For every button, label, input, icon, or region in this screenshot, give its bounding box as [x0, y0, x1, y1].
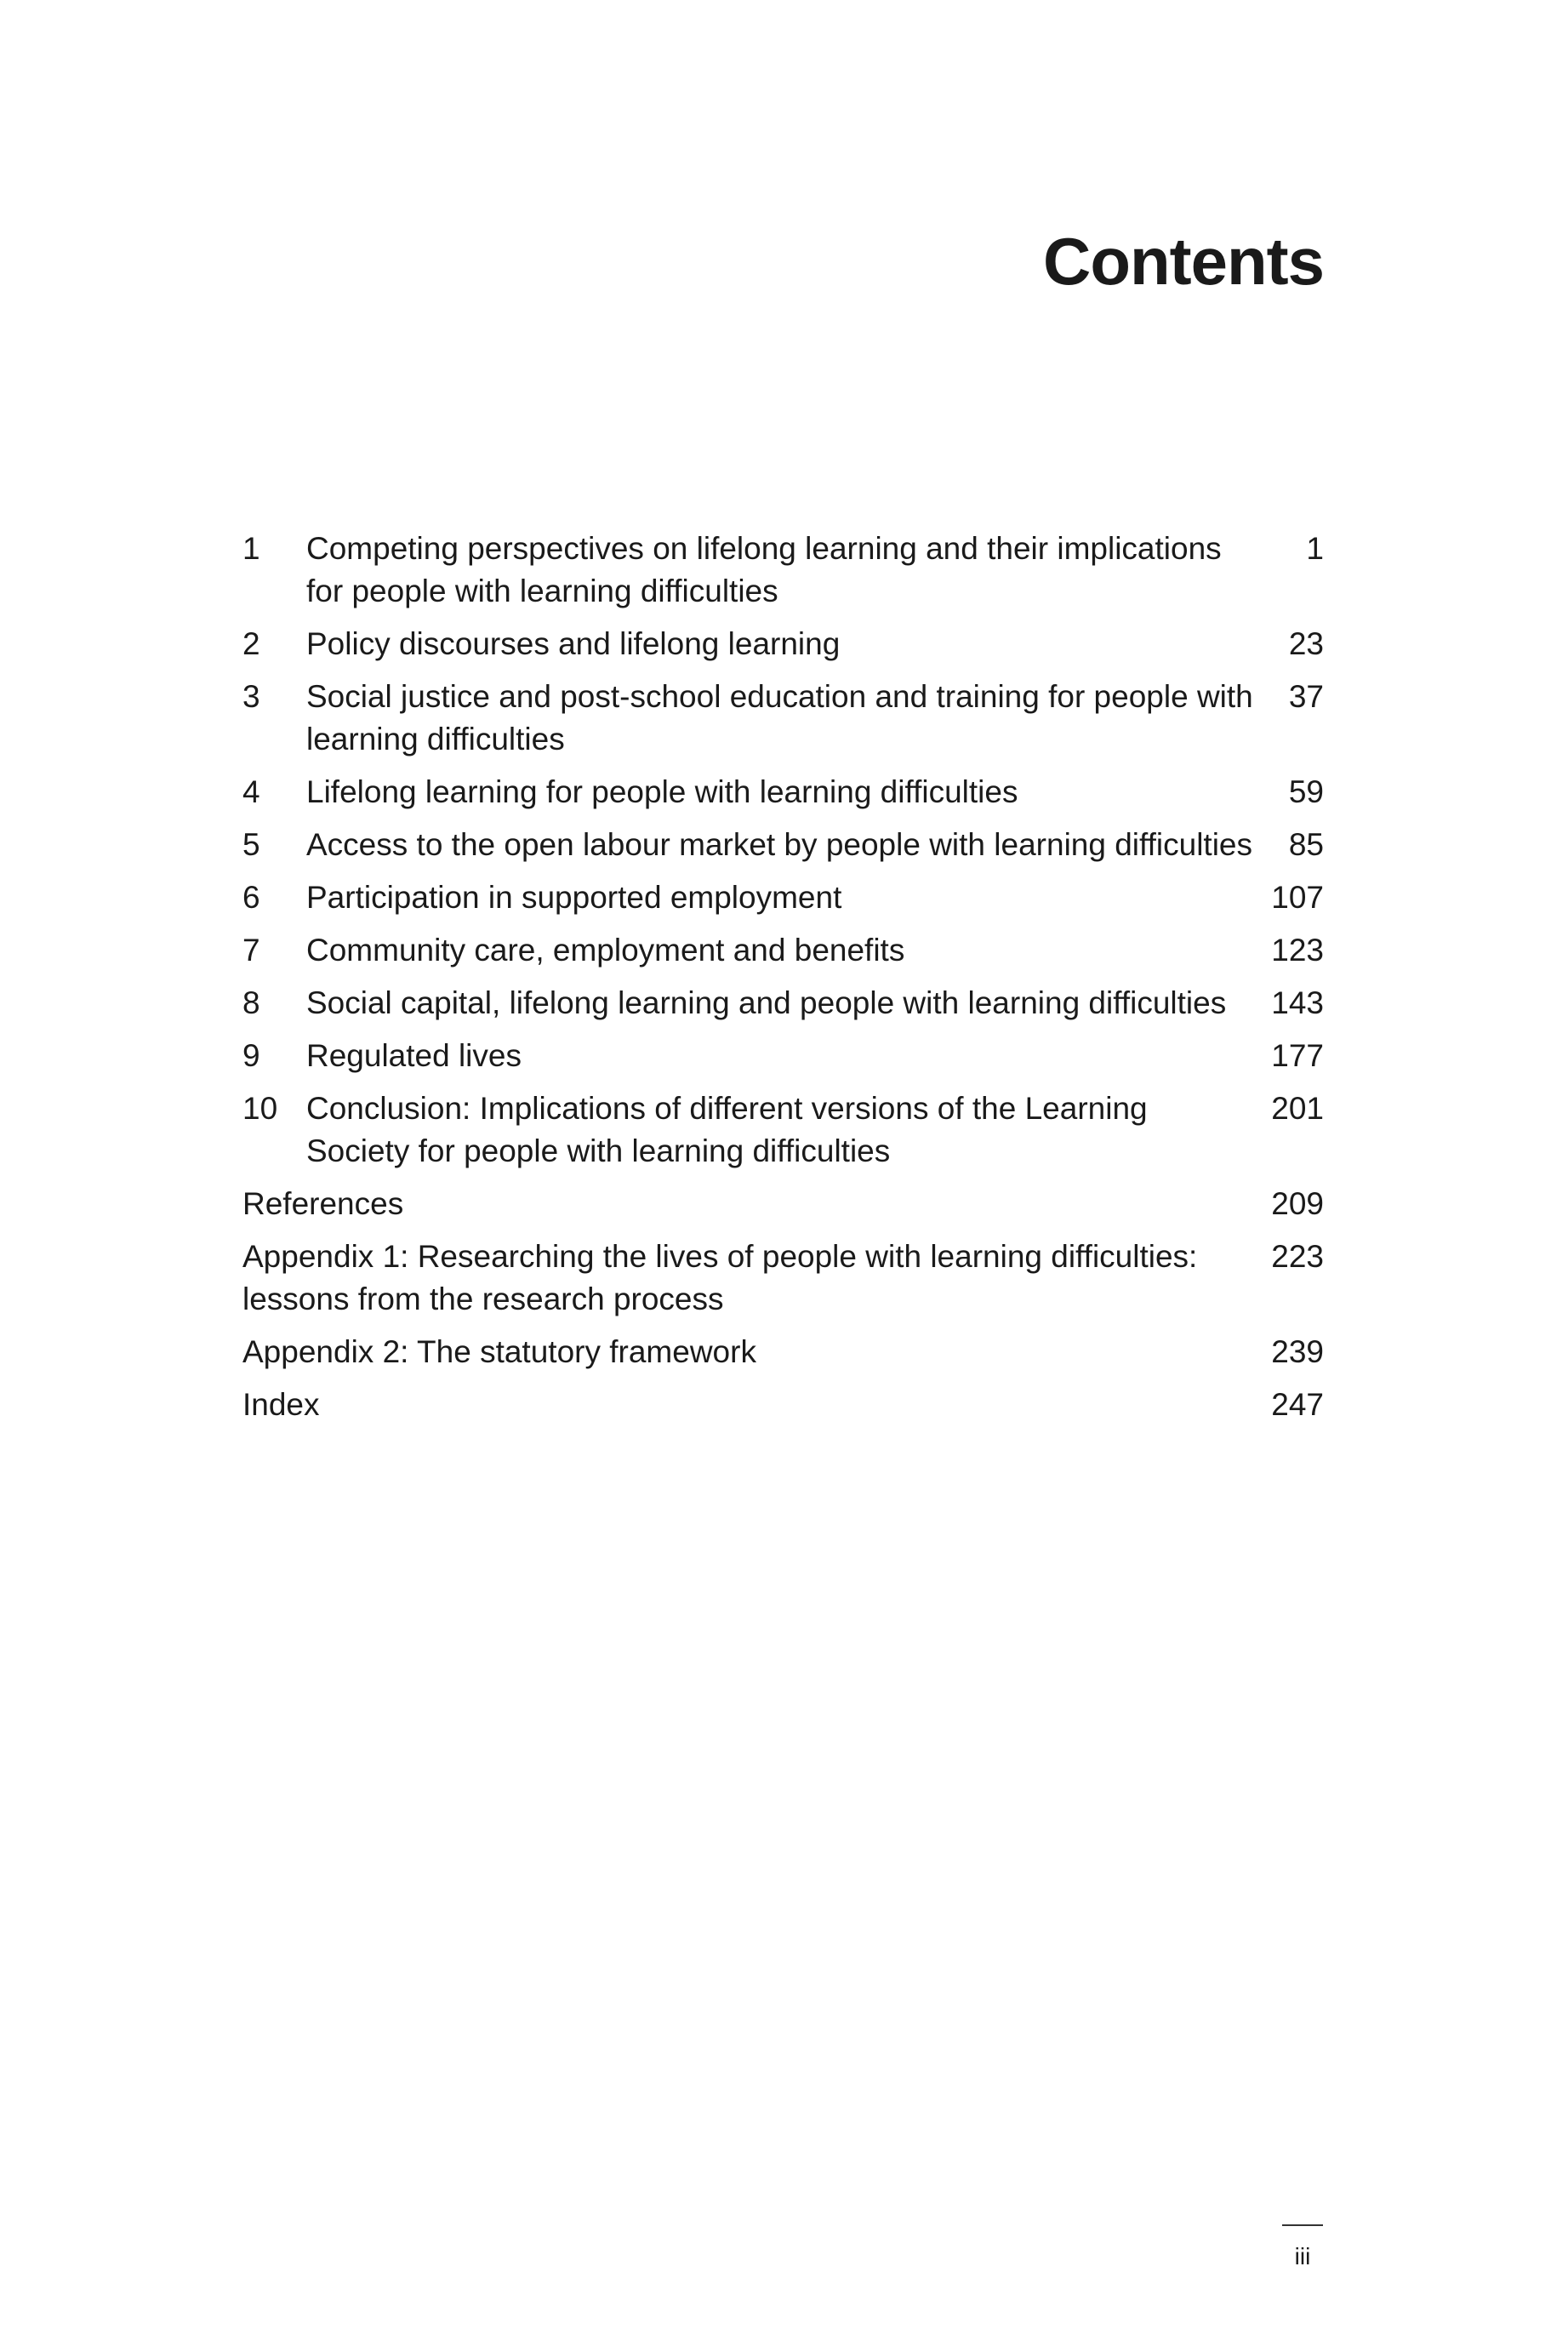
toc-entry-chapter-7[interactable]: [242, 929, 1324, 972]
page-title: Contents: [1043, 224, 1324, 299]
page-number: 209: [1271, 1186, 1324, 1221]
toc-entry-index[interactable]: [242, 1384, 1324, 1426]
chapter-number: 7: [242, 933, 260, 968]
chapter-title: Social justice and post-school education and training for people with learning difficulties: [306, 679, 1253, 756]
chapter-title: Competing perspectives on lifelong learning and their implications for people with learning difficulties: [306, 531, 1222, 608]
toc-entry-appendix-1[interactable]: [242, 1236, 1324, 1321]
chapter-number: 2: [242, 626, 260, 661]
toc-entry-chapter-9[interactable]: [242, 1035, 1324, 1077]
toc-entry-references[interactable]: [242, 1183, 1324, 1225]
page-number: 223: [1271, 1239, 1324, 1274]
toc-entry-chapter-10[interactable]: [242, 1088, 1324, 1173]
chapter-number: 9: [242, 1038, 260, 1073]
chapter-number: 6: [242, 880, 260, 915]
chapter-number: 8: [242, 985, 260, 1020]
chapter-title: Regulated lives: [306, 1038, 522, 1073]
chapter-number: 1: [242, 531, 260, 566]
page-number: 1: [1306, 531, 1324, 566]
toc-entry-chapter-6[interactable]: [242, 876, 1324, 919]
page-number: 201: [1271, 1091, 1324, 1126]
chapter-number: 10: [242, 1091, 278, 1126]
chapter-title: Participation in supported employment: [306, 880, 842, 915]
toc-entry-chapter-3[interactable]: [242, 676, 1324, 761]
chapter-title: Social capital, lifelong learning and people with learning difficulties: [306, 985, 1227, 1020]
chapter-number: 4: [242, 774, 260, 809]
chapter-title: Conclusion: Implications of different versions of the Learning Society for people with learning difficulties: [306, 1091, 1148, 1168]
entry-title: Index: [242, 1387, 320, 1422]
entry-title: References: [242, 1186, 404, 1221]
toc-entry-chapter-2[interactable]: [242, 623, 1324, 665]
entry-title: Appendix 2: The statutory framework: [242, 1334, 756, 1369]
page-number: 37: [1288, 679, 1324, 714]
chapter-title: Community care, employment and benefits: [306, 933, 905, 968]
page-number: 59: [1288, 774, 1324, 809]
toc-entry-chapter-1[interactable]: [242, 528, 1324, 613]
chapter-number: 3: [242, 679, 260, 714]
page-number: 239: [1271, 1334, 1324, 1369]
entry-title: Appendix 1: Researching the lives of people with learning difficulties: lessons from the research process: [242, 1239, 1198, 1316]
page-folio: iii: [1294, 2243, 1311, 2269]
toc-entry-appendix-2[interactable]: [242, 1331, 1324, 1373]
page-number: 143: [1271, 985, 1324, 1020]
toc-entry-chapter-8[interactable]: [242, 982, 1324, 1025]
page-number: 107: [1271, 880, 1324, 915]
toc-entry-chapter-5[interactable]: [242, 824, 1324, 866]
chapter-number: 5: [242, 827, 260, 862]
footer-rule: [1282, 2224, 1323, 2226]
chapter-title: Access to the open labour market by people with learning difficulties: [306, 827, 1253, 862]
page-number: 23: [1288, 626, 1324, 661]
page-number: 247: [1271, 1387, 1324, 1422]
chapter-title: Lifelong learning for people with learning difficulties: [306, 774, 1018, 809]
page-number: 123: [1271, 933, 1324, 968]
table-of-contents: [242, 528, 1324, 1436]
chapter-title: Policy discourses and lifelong learning: [306, 626, 841, 661]
toc-entry-chapter-4[interactable]: [242, 771, 1324, 813]
page-number: 85: [1288, 827, 1324, 862]
page-number: 177: [1271, 1038, 1324, 1073]
